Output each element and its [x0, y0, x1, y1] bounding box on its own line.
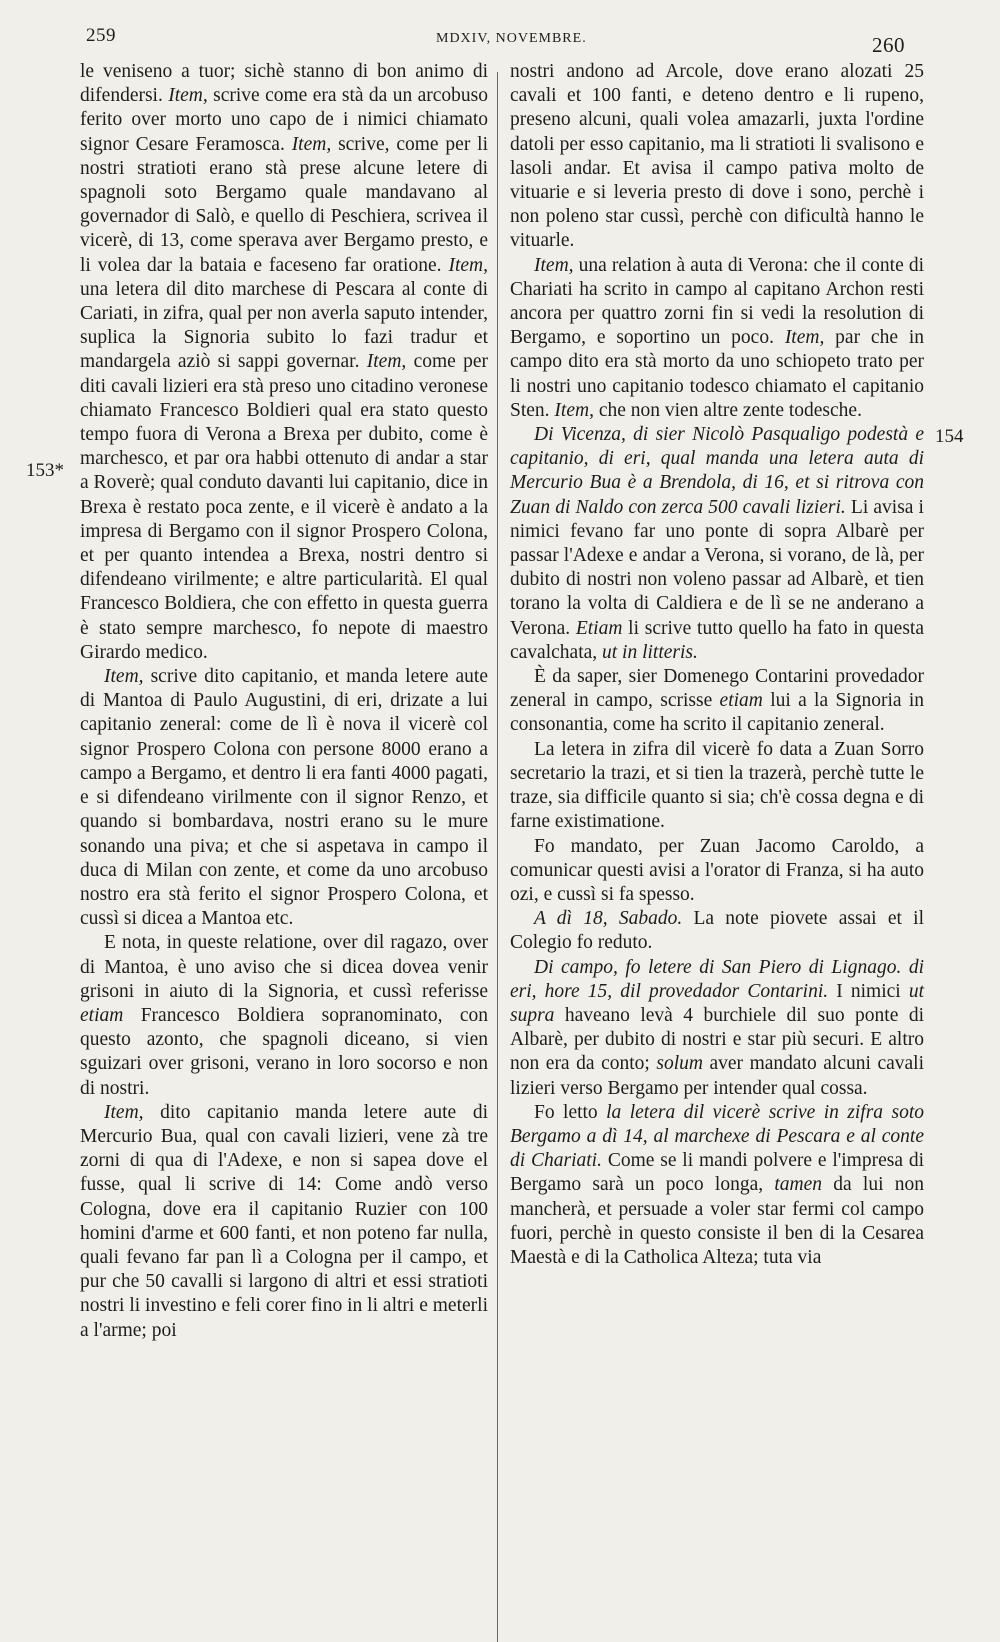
paragraph: Item, una relation à auta di Verona: che il conte di Chariati ha scrito in campo al capitano Archon resti ancora per quattro zorni fin si vedi la resolution di Bergamo, e soportino un poco. Item, par che in campo dito era stà morto da uno schiopeto trato per li nostri uno capitanio todesco chiamato el capitanio Sten. Item, che non vien altre zente todesche.	[510, 254, 924, 421]
paragraph: Item, scrive dito capitanio, et manda letere aute di Mantoa di Paulo Augustini, di eri, drizate a lui capitanio zeneral: come de lì è nova il vicerè col signor Prospero Colona con persone 8000 erano a campo a Bergamo, et dentro li era fanti 4000 pagati, e si difendeano virilmente con il signor Renzo, et quando si bombardava, nostri erano su le mure sonando una piva; et che si aspetava in campo il duca di Milan con zente, et come da uno arcobuso nostro era stà ferito el signor Prospero Colona, et cussì si dicea a Mantoa etc.	[80, 666, 488, 930]
paragraph: le veniseno a tuor; sichè stanno di bon animo di difendersi. Item, scrive come era stà da un arcobuso ferito over morto uno capo de i nimici chiamato signor Cesare Feramosca. Item, scrive, come per li nostri stratioti erano stà prese alcune letere di spagnoli soto Bergamo quale mandavano al governador di Salò, e quello di Peschiera, scrivea il vicerè, di 13, come sperava aver Bergamo presto, e li volea dar la bataia e faceseno far oratione. Item, una letera dil dito marchese di Pescara al conte di Cariati, in zifra, qual per non averla saputo intender, suplica la Signoria subito lo fazi tradur et mandargela aziò si sappi governar. Item, come per diti cavali lizieri era stà preso uno citadino veronese chiamato Francesco Boldieri qual era stato questo tempo fuora di Verona a Brexa per dubito, come è marchesco, et par ora habbi ottenuto di andar a star a Roverè; qual conduto davanti lui capitanio, dice in Brexa è restato poca zente, e il vicerè è andato a la impresa di Bergamo con il signor Prospero Colona, et per quanto intendea a Brexa, nostri dentro si difendeano virilmente; e altre particularità. El qual Francesco Boldiera, che con effetto in questa guerra è stato sempre marchesco, fo nepote di maestro Girardo medico.	[80, 61, 488, 663]
margin-note-right: 154	[935, 426, 964, 447]
page-number-right: 260	[872, 33, 905, 57]
page-number-left: 259	[86, 25, 116, 46]
paragraph: A dì 18, Sabado. La note piovete assai et il Colegio fo reduto.	[510, 908, 924, 954]
paragraph: E nota, in queste relatione, over dil ragazo, over di Mantoa, è uno aviso che si dicea dovea venir grisoni in aiuto di la Signoria, et cussì referisse etiam Francesco Boldiera sopranominato, con questo azonto, che spagnoli diceano, si vien sguizari over grisoni, verano in loro socorso e non di nostri.	[80, 932, 488, 1099]
running-head: MDXIV, NOVEMBRE.	[436, 31, 587, 46]
column-divider	[497, 72, 498, 1642]
paragraph: Di campo, fo letere di San Piero di Lignago. di eri, hore 15, dil provedador Contarini. I nimici ut supra haveano levà 4 burchiele dil suo ponte di Albarè, per dubito di nostri e star più securi. E altro non era da conto; solum aver mandato alcuni cavali lizieri verso Bergamo per intender qual cossa.	[510, 956, 924, 1099]
paragraph: È da saper, sier Domenego Contarini provedador zeneral in campo, scrisse etiam lui a la Signoria in consonantia, come ha scrito il capitanio zeneral.	[510, 666, 924, 736]
left-column	[80, 60, 488, 1343]
paragraph: Fo letto la letera dil vicerè scrive in zifra soto Bergamo a dì 14, al marchexe di Pescara e al conte di Chariati. Come se li mandi polvere e l'impresa di Bergamo sarà un poco longa, tamen da lui non mancherà, et persuade a voler star fermi col campo fuori, perchè in questo consiste il ben di la Cesarea Maestà e di la Catholica Alteza; tuta via	[510, 1101, 924, 1268]
margin-note-left: 153*	[26, 460, 64, 481]
right-column	[510, 60, 924, 1270]
paragraph: La letera in zifra dil vicerè fo data a Zuan Sorro secretario la trazi, et si tien la trazerà, perchè tutte le traze, sia difficile quanto si sia; ch'è cossa degna e di farne existimatione.	[510, 738, 924, 833]
paragraph: Di Vicenza, di sier Nicolò Pasqualigo podestà e capitanio, di eri, qual manda una letera auta di Mercurio Bua è a Brendola, di 16, et si ritrova con Zuan di Naldo con zerca 500 cavali lizieri. Li avisa i nimici fevano far uno ponte di sopra Albarè per passar l'Adexe e andar a Verona, si vorano, de là, per dubito di nostri non voleno passar ad Albarè, et tien torano la volta di Caldiera e de lì se ne anderano a Verona. Etiam li scrive tutto quello ha fato in questa cavalchata, ut in litteris.	[510, 424, 924, 663]
paragraph: nostri andono ad Arcole, dove erano alozati 25 cavali et 100 fanti, e deteno dentro e li rupeno, preseno alcuni, quali volea amazarli, juxta l'ordine datoli per esso capitanio, ma li stratioti li svalisono e lasoli andar. Et avisa il campo pativa molto de vituarie e si leveria presto di dove i sono, perchè i non poleno star cussì, perchè con dificultà hanno le vituarle.	[510, 61, 924, 252]
paragraph: Fo mandato, per Zuan Jacomo Caroldo, a comunicar questi avisi a l'orator di Franza, si ha auto ozi, e cussì si fa spesso.	[510, 835, 924, 905]
paragraph: Item, dito capitanio manda letere aute di Mercurio Bua, qual con cavali lizieri, vene zà tre zorni di qua di l'Adexe, e non si sapea dove el fusse, qual li scrive di 14: Come andò verso Cologna, dove era il capitanio Ruzier con 100 homini d'arme et 600 fanti, et non poteno far nulla, quali fevano far pan lì a Cologna per il campo, et pur che 50 cavalli si largono di altri et essi stratioti nostri li investino e feli corer fino in li altri e meterli a l'arme; poi	[80, 1101, 488, 1341]
